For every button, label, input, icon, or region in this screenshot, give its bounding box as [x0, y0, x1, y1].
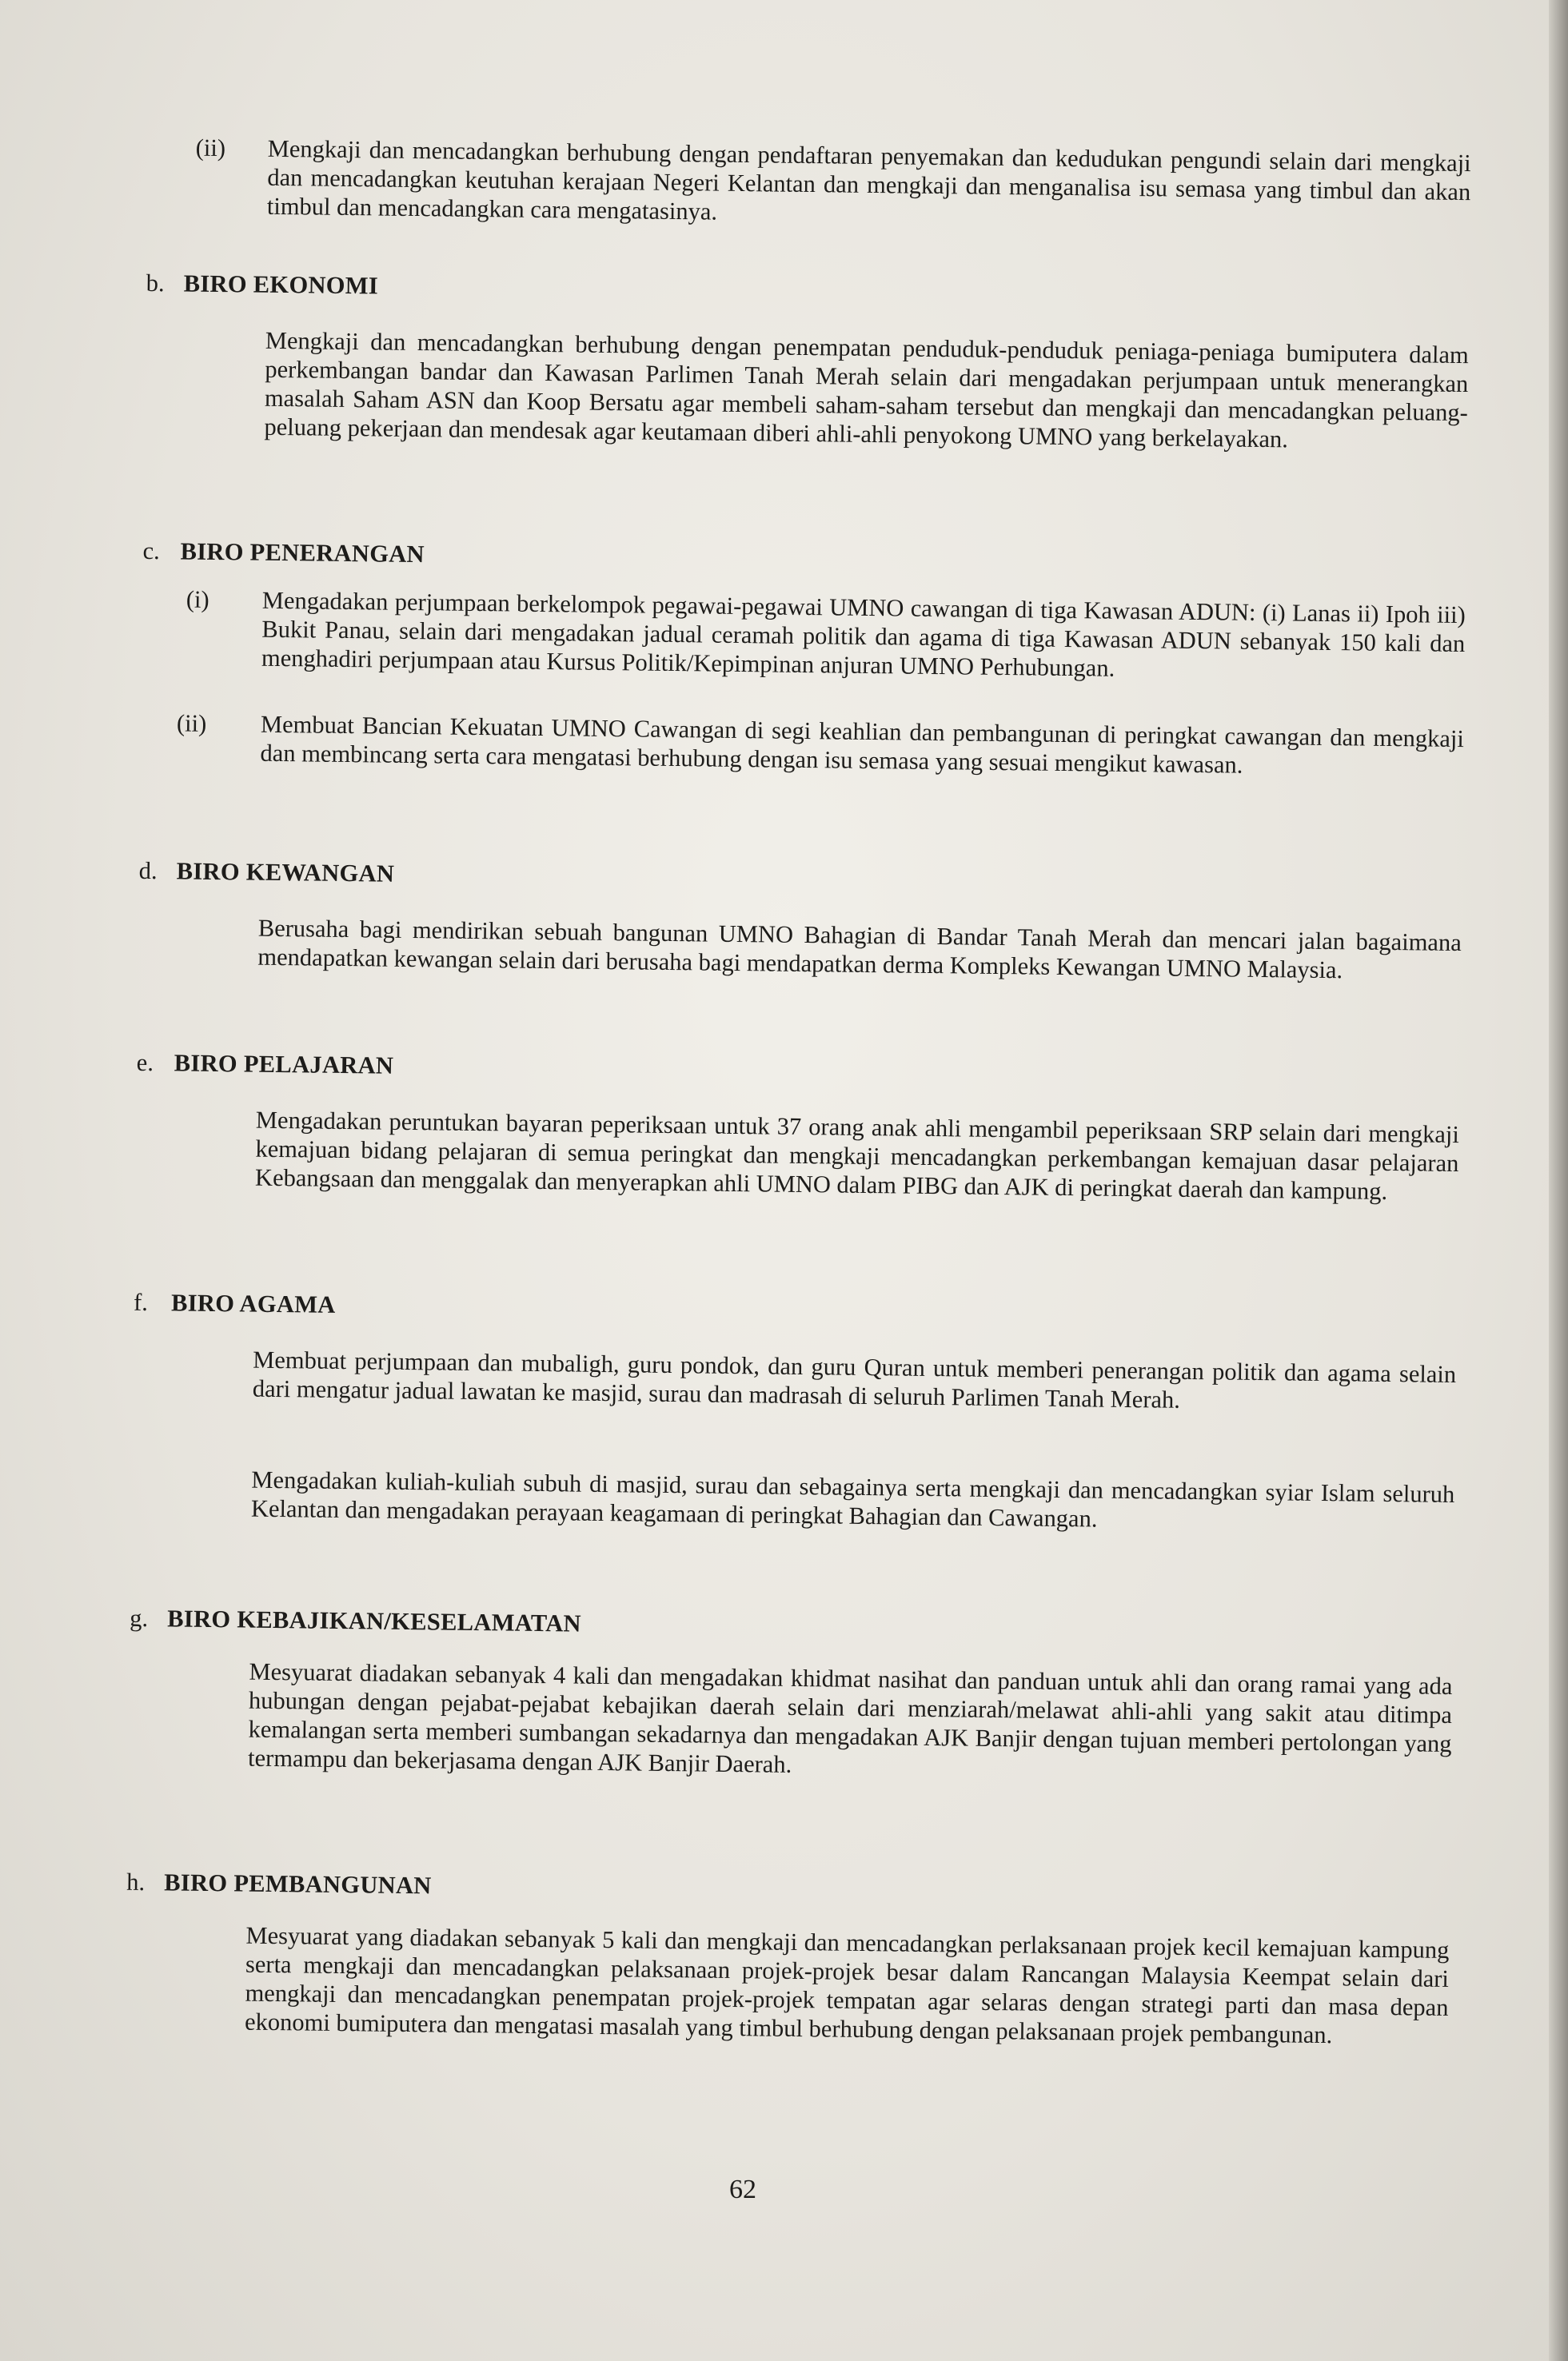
section-label: g.	[130, 1604, 149, 1633]
section-label: d.	[138, 856, 158, 885]
section-heading: BIRO PENERANGAN	[180, 537, 425, 568]
paragraph: Membuat perjumpaan dan mubaligh, guru pondok, dan guru Quran untuk memberi penerangan politik dan agama selain dari mengatur jadual lawatan ke masjid, surau dan madrasah di seluruh Parlimen Tanah Merah.	[252, 1346, 1457, 1414]
item-label: (i)	[186, 585, 209, 613]
page-edge-shadow	[1549, 0, 1568, 2361]
section-label: f.	[133, 1288, 149, 1317]
paragraph: Berusaha bagi mendirikan sebuah bangunan UMNO Bahagian di Bandar Tanah Merah dan mencari jalan bagaimana mendapatkan kewangan selain dari berusaha bagi mendapatkan derma Kompleks Kewangan UMNO Malaysia.	[257, 914, 1462, 984]
section-label: b.	[146, 269, 165, 297]
paragraph: Mesyuarat yang diadakan sebanyak 5 kali dan mengkaji dan mencadangkan perlaksanaan projek kecil kemajuan kampung serta mengkaji dan mencadangkan pelaksanaan projek-projek besar dalam Rancangan Malaysia Keempat selain dari mengkaji dan mencadangkan penempatan projek-projek tempatan agar selaras dengan strategi parti dan masa depan ekonomi bumiputera dan mengatasi masalah yang timbul berhubung dengan pelaksanaan projek pembangunan.	[244, 1921, 1450, 2049]
section-heading: BIRO KEWANGAN	[176, 857, 395, 887]
section-heading: BIRO KEBAJIKAN/KESELAMATAN	[167, 1605, 582, 1637]
page-content	[88, 132, 1471, 2049]
section-heading: BIRO PELAJARAN	[174, 1049, 394, 1079]
page-number: 62	[729, 2175, 756, 2204]
section-label: e.	[136, 1048, 154, 1077]
section-heading: BIRO AGAMA	[170, 1289, 336, 1318]
paragraph: Mengkaji dan mencadangkan berhubung dengan pendaftaran penyemakan dan kedudukan pengundi selain dari mengkaji dan mencadangkan keutuhan kerajaan Negeri Kelantan dan mengkaji dan menganalisa isu semasa yang timbul dan akan timbul dan mencadangkan cara mengatasinya.	[266, 134, 1471, 225]
section-label: c.	[142, 536, 160, 565]
section-label: h.	[126, 1868, 146, 1896]
paragraph: Mengadakan perjumpaan berkelompok pegawai-pegawai UMNO cawangan di tiga Kawasan ADUN: (i) Lanas ii) Ipoh iii) Bukit Panau, selain dari mengadakan jadual ceramah politik dan agama di tiga Kawasan ADUN sebanyak 150 kali dan menghadiri perjumpaan atau Kursus Politik/Kepimpinan anjuran UMNO Perhubungan.	[261, 586, 1466, 682]
item-label: (ii)	[195, 134, 226, 162]
item-label: (ii)	[176, 709, 207, 737]
paragraph: Mengadakan peruntukan bayaran peperiksaan untuk 37 orang anak ahli mengambil peperiksaan SRP selain dari mengkaji kemajuan bidang pelajaran di semua peringkat dan mengkaji mencadangkan perkembangan kemajuan dasar pelajaran Kebangsaan dan menggalak dan menyerapkan ahli UMNO dalam PIBG dan AJK di peringkat daerah dan kampung.	[254, 1106, 1460, 1205]
paragraph: Mengkaji dan mencadangkan berhubung dengan penempatan penduduk-penduduk peniaga-peniaga bumiputera dalam perkembangan bandar dan Kawasan Parlimen Tanah Merah selain dari mengadakan perjumpaan untuk menerangkan masalah Saham ASN dan Koop Bersatu agar membeli saham-saham tersebut dan mengkaji dan mencadangkan peluang-peluang pekerjaan dan mendesak agar keutamaan diberi ahli-ahli penyokong UMNO yang berkelayakan.	[264, 326, 1469, 453]
paragraph: Mengadakan kuliah-kuliah subuh di masjid, surau dan sebagainya serta mengkaji dan mencadangkan syiar Islam seluruh Kelantan dan mengadakan perayaan keagamaan di peringkat Bahagian dan Cawangan.	[250, 1466, 1455, 1533]
paragraph: Membuat Bancian Kekuatan UMNO Cawangan di segi keahlian dan pembangunan di peringkat cawangan dan mengkaji dan membincang serta cara mengatasi berhubung dengan isu semasa yang sesuai mengikut kawasan.	[260, 710, 1465, 779]
section-heading: BIRO EKONOMI	[183, 269, 379, 300]
paragraph: Mesyuarat diadakan sebanyak 4 kali dan mengadakan khidmat nasihat dan panduan untuk ahli dan orang ramai yang ada hubungan dengan pejabat-pejabat kebajikan daerah selain dari menziarah/melawat ahli-ahli yang sakit atau ditimpa kemalangan serta memberi sumbangan sekadarnya dan mengadakan AJK Banjir dengan tujuan memberi pertolongan yang termampu dan bekerjasama dengan AJK Banjir Daerah.	[247, 1657, 1453, 1778]
section-heading: BIRO PEMBANGUNAN	[164, 1868, 432, 1900]
